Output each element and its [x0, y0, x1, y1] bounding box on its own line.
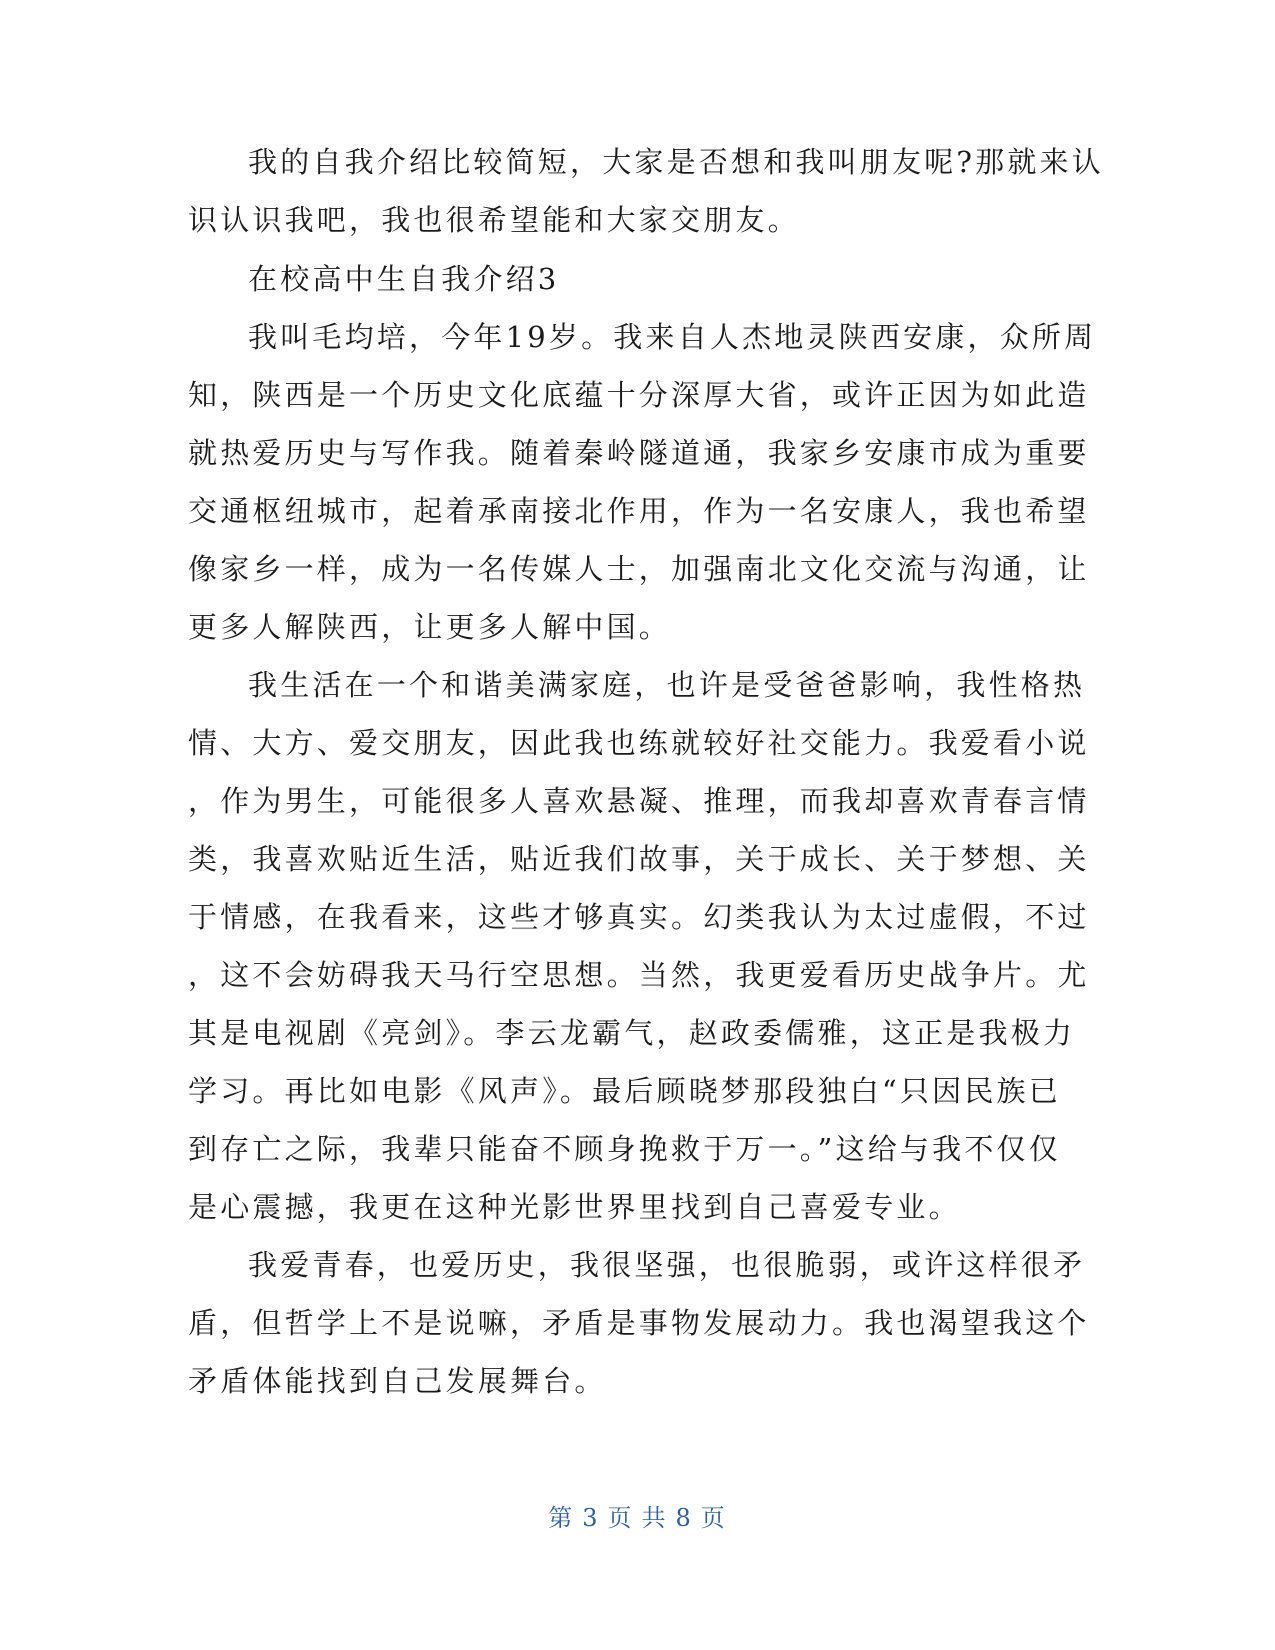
- paragraph-line: 于情感，在我看来，这些才够真实。幻类我认为太过虚假，不过: [188, 900, 1090, 934]
- paragraph-line: 类，我喜欢贴近生活，贴近我们故事，关于成长、关于梦想、关: [188, 842, 1090, 876]
- footer-page-label: 第: [548, 1504, 575, 1532]
- paragraph-line: 我爱青春，也爱历史，我很坚强，也很脆弱，或许这样很矛: [248, 1248, 1086, 1282]
- current-page-number: 3: [582, 1504, 600, 1532]
- paragraph-line: 更多人解陕西，让更多人解中国。: [188, 610, 672, 644]
- footer-total-unit: 页: [700, 1504, 727, 1532]
- paragraph-line: 就热爱历史与写作我。随着秦岭隧道通，我家乡安康市成为重要: [188, 436, 1090, 470]
- footer-page-unit: 页: [607, 1504, 634, 1532]
- paragraph-line: 到存亡之际，我辈只能奋不顾身挽救于万一。”这给与我不仅仅: [188, 1132, 1061, 1166]
- paragraph-line: 知，陕西是一个历史文化底蕴十分深厚大省，或许正因为如此造: [188, 378, 1090, 412]
- footer-total-label: 共: [641, 1504, 668, 1532]
- section-heading: 在校高中生自我介绍3: [248, 262, 560, 296]
- paragraph-line: 像家乡一样，成为一名传媒人士，加强南北文化交流与沟通，让: [188, 552, 1090, 586]
- paragraph-line: 交通枢纽城市，起着承南接北作用，作为一名安康人，我也希望: [188, 494, 1090, 528]
- page-footer: [0, 1498, 1275, 1533]
- paragraph-line: 矛盾体能找到自己发展舞台。: [188, 1364, 607, 1398]
- paragraph-line: 我的自我介绍比较简短，大家是否想和我叫朋友呢?那就来认: [248, 145, 1104, 179]
- paragraph-line: 识认识我吧，我也很希望能和大家交朋友。: [188, 203, 800, 237]
- paragraph-line: 情、大方、爱交朋友，因此我也练就较好社交能力。我爱看小说: [188, 726, 1090, 760]
- paragraph-line: 我生活在一个和谐美满家庭，也许是受爸爸影响，我性格热: [248, 668, 1086, 702]
- paragraph-line: 学习。再比如电影《风声》。最后顾晓梦那段独白“只因民族已: [188, 1074, 1061, 1108]
- paragraph-line: 我叫毛均培，今年19岁。我来自人杰地灵陕西安康，众所周: [248, 320, 1097, 354]
- paragraph-line: 是心震撼，我更在这种光影世界里找到自己喜爱专业。: [188, 1190, 961, 1224]
- paragraph-line: 盾，但哲学上不是说嘛，矛盾是事物发展动力。我也渴望我这个: [188, 1306, 1090, 1340]
- paragraph-line: 其是电视剧《亮剑》。李云龙霸气，赵政委儒雅，这正是我极力: [188, 1016, 1076, 1050]
- paragraph-line: ，作为男生，可能很多人喜欢悬凝、推理，而我却喜欢青春言情: [188, 784, 1090, 818]
- paragraph-line: ，这不会妨碍我天马行空思想。当然，我更爱看历史战争片。尤: [188, 958, 1090, 992]
- total-pages-number: 8: [675, 1504, 693, 1532]
